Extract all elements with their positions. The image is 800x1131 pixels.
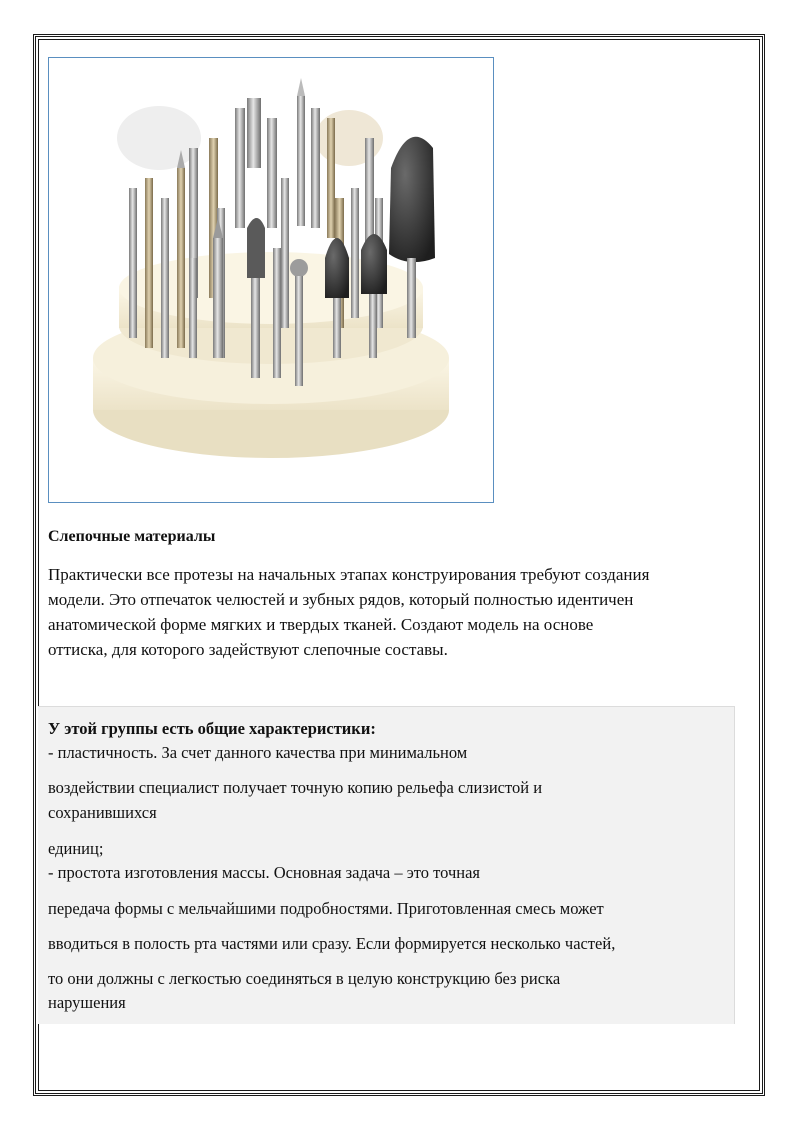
characteristics-line: сохранившихся xyxy=(48,803,157,822)
characteristics-line: - простота изготовления массы. Основная задача – это точная xyxy=(48,863,480,882)
paragraph-line: анатомической форме мягких и твердых тканей. Создают модель на основе xyxy=(48,615,594,634)
characteristics-line: - пластичность. За счет данного качества при минимальном xyxy=(48,743,468,762)
characteristics-line: нарушения xyxy=(48,993,126,1012)
characteristics-line: то они должны с легкостью соединяться в целую конструкцию без риска xyxy=(48,969,561,988)
characteristics-line: вводиться в полость рта частями или сразу. Если формируется несколько частей, xyxy=(48,934,616,953)
characteristics-line: передача формы с мельчайшими подробностями. Приготовленная смесь может xyxy=(48,899,604,918)
paragraph-line: Практически все протезы на начальных этапах конструирования требуют создания xyxy=(48,565,650,584)
characteristics-line: воздействии специалист получает точную копию рельефа слизистой и xyxy=(48,778,543,797)
dental-burs-set-icon xyxy=(49,58,492,501)
paragraph-line: оттиска, для которого задействуют слепочные составы. xyxy=(48,640,448,659)
section-heading: Слепочные материалы xyxy=(48,528,216,545)
characteristics-line: единиц; xyxy=(48,839,104,858)
paragraph-line: модели. Это отпечаток челюстей и зубных рядов, который полностью идентичен xyxy=(48,590,634,609)
characteristics-title: У этой группы есть общие характеристики: xyxy=(48,719,376,738)
intro-paragraph xyxy=(48,562,728,662)
product-photo xyxy=(48,57,494,503)
